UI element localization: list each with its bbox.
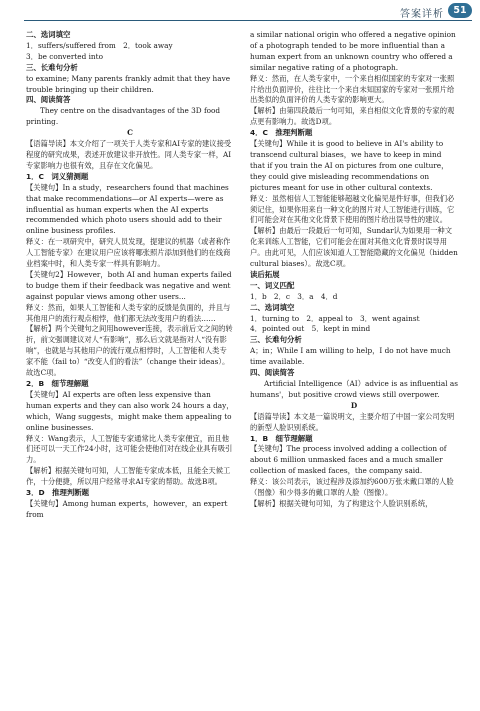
right-column-line: 释义：该公司表示，该过程涉及添加约600万张未戴口罩的人脸（图像）和少得多的戴口罩的人脸（图像）。 xyxy=(250,477,454,498)
left-column-line: 三、长难句分析 xyxy=(26,62,78,72)
left-column-line: 【关键句2】However，both AI and human experts failed to budge them if their feedback was negative and went against popular views among other users... xyxy=(26,269,232,301)
right-column-line: 三、长难句分析 xyxy=(250,335,302,345)
page-header xyxy=(0,0,480,24)
right-column-line: 四、阅读简答 xyxy=(250,368,295,378)
left-column-line: 3．be converted into xyxy=(26,51,103,61)
left-column-line: They centre on the disadvantages of the 3D food printing. xyxy=(26,106,221,127)
left-column-line: 【关键句】AI experts are often less expensive than human experts and they can also work 24 hours a day，which，Wang suggests，might make them appealing to online businesses. xyxy=(26,389,234,432)
left-column xyxy=(26,30,234,706)
right-column-line: 一、词义匹配 xyxy=(250,280,295,290)
left-column-line: 1．suffers/suffered from 2．took away xyxy=(26,40,173,50)
right-column-line: 二、选词填空 xyxy=(250,302,295,312)
right-column-line: 释义：然而，在人类专家中，一个来自相似国家的专家对一张照片给出负面评价，往往比一个来自未知国家的专家对一张照片给出类似的负面评价的人类专家的影响更大。 xyxy=(250,73,455,105)
right-column-line: A；in；While I am willing to help，I do not have much time available. xyxy=(250,346,451,367)
left-column-line: 2．B 细节理解题 xyxy=(26,379,89,388)
right-column-line: 4．C 推理判断题 xyxy=(250,128,313,138)
left-column-line: 释义：然而，如果人工智能和人类专家的反馈是负面的，并且与其他用户的流行观点相悖，他们都无法改变用户的看法…… xyxy=(26,302,231,323)
left-column-line: 【语篇导读】本文介绍了一项关于人类专家和AI专家的建议接受程度的研究成果，表述开放建议非开放性。同人类专家一样，AI专家影响力也很有效，且存在文化偏见。 xyxy=(26,139,232,170)
left-column-line: to examine; Many parents frankly admit that they have trouble bringing up their children. xyxy=(26,73,231,94)
right-column-line: 【关键句】While it is good to believe in AI's ability to transcend cultural biases，we have to keep in mind that if you train the AI on pictures from one culture，they could give misleading recommendations on pictures meant for use in other cultural contexts. xyxy=(250,139,449,192)
header-label: 答案详析 xyxy=(400,9,444,20)
right-column-line: 【关键句】The process involved adding a collection of about 6 million unmasked faces and a much smaller collection of masked faces，the company said. xyxy=(250,444,447,476)
left-column-line: 【关键句】In a study，researchers found that machines that make recommendations—or AI experts—were as influential as human experts when the AI experts recommended which photo users should add to their online business profiles. xyxy=(26,182,229,236)
left-column-line: 【解析】根据关键句可知，人工智能专家成本低，且能全天候工作，十分便捷，所以用户经常寻求AI专家的帮助。故选B项。 xyxy=(26,466,231,487)
right-column-line: 【解析】根据关键句可知，为了构建这个人脸识别系统， xyxy=(250,498,433,508)
left-column-line: 释义：在一项研究中，研究人员发现，提建议的机器（或者称作人工智能专家）在建议用户应该将哪张照片添加到他们的在线商业档案中时，和人类专家一样具有影响力。 xyxy=(26,237,231,269)
right-column xyxy=(250,30,458,706)
left-column-line: C xyxy=(127,128,133,138)
left-column-line: 3．D 推理判断题 xyxy=(26,488,90,498)
left-column-line: 四、阅读简答 xyxy=(26,95,71,105)
right-column-line: 【解析】由最后一段最后一句可知，Sundar认为如果用一种文化来训练人工智能，它们可能会在面对其他文化背景时误导用户。由此可见，人们应该知道人工智能隐藏的文化偏见（hidden cultural biases）。故选C项。 xyxy=(250,226,458,269)
right-column-line: 4．pointed out 5．kept in mind xyxy=(250,324,371,334)
left-column-line: 【解析】两个关键句之间用however连接，表示前后文之间的转折，前文强调建议对人“有影响”，那么后文就是指对人“没有影响”，也就是与其他用户的流行观点相悖时，人工智能和人类专家不能（fail to）“改变人们的看法”（change their ideas）。故选C项。 xyxy=(26,324,233,378)
right-column-line: 读后拓展 xyxy=(250,269,280,279)
left-column-line: 二、选词填空 xyxy=(26,30,71,39)
right-column-line: a similar national origin who offered a negative opinion of a photograph tended to be more influential than a human expert from an unknown country who offered a similar negative rating of a photograph. xyxy=(250,30,456,72)
right-column-line: 1．turning to 2．appeal to 3．went against xyxy=(250,313,420,323)
left-column-line: 释义：Wang表示，人工智能专家通常比人类专家便宜，而且他们还可以一天工作24小时，这可能会使他们对在线企业具有吸引力。 xyxy=(26,433,233,465)
right-column-line: 【解析】由第四段最后一句可知，来自相似文化背景的专家的观点更有影响力。故选D项。 xyxy=(250,106,455,127)
left-column-line: 【关键句】Among human experts，however，an expert from xyxy=(26,498,228,519)
left-column-line: 1．C 词义猜测题 xyxy=(26,171,89,181)
right-column-line: Artificial Intelligence（AI）advice is as influential as humans'，but positive crowd views still overpower. xyxy=(250,379,458,399)
content-columns xyxy=(26,30,458,706)
right-column-line: 【语篇导读】本文是一篇说明文，主要介绍了中国一家公司发明的新型人脸识别系统。 xyxy=(250,411,455,432)
header-rule xyxy=(24,20,472,21)
right-column-line: 释义：虽然相信人工智能能够超越文化偏见是件好事，但我们必须记住，如果你用来自一种文化的图片对人工智能进行训练，它们可能会对在其他文化背景下使用的图片给出误导性的建议。 xyxy=(250,193,455,225)
right-column-line: D xyxy=(350,400,358,410)
page-number-badge: 51 xyxy=(448,3,472,18)
right-column-line: 1．B 细节理解题 xyxy=(250,433,313,443)
right-column-line: 1．b 2．c 3．a 4．d xyxy=(250,291,338,301)
